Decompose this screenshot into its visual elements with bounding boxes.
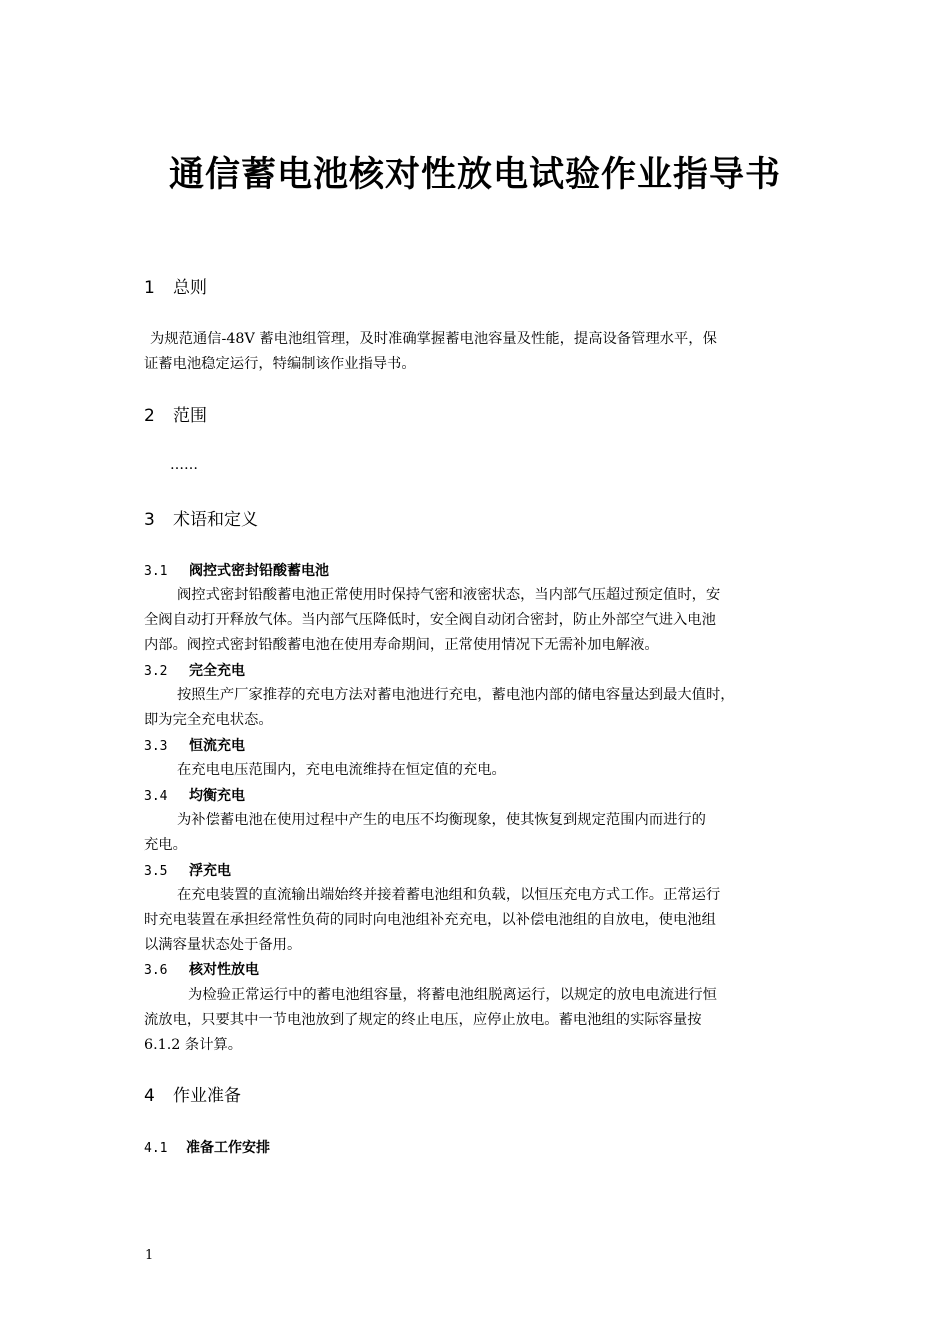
subsection-title: 均衡充电	[189, 788, 245, 804]
subsection-number: 3.6	[144, 963, 168, 978]
paragraph-line: 为规范通信-48V 蓄电池组管理，及时准确掌握蓄电池容量及性能，提高设备管理水平，保	[150, 331, 717, 347]
paragraph-line: 证蓄电池稳定运行，特编制该作业指导书。	[144, 356, 416, 372]
paragraph-line: 全阀自动打开释放气体。当内部气压降低时，安全阀自动闭合密封，防止外部空气进入电池	[144, 612, 716, 628]
section-title: 范围	[173, 406, 207, 426]
subsection-number: 3.4	[144, 789, 168, 804]
subsection-number: 4.1	[144, 1141, 168, 1156]
subsection-3-5-heading	[144, 861, 231, 882]
section-number: 2	[144, 406, 155, 426]
subsection-number: 3.2	[144, 664, 168, 679]
section-2-heading	[144, 404, 207, 428]
subsection-number: 3.3	[144, 739, 168, 754]
subsection-3-4-paragraph	[144, 808, 810, 858]
subsection-title: 阀控式密封铅酸蓄电池	[189, 563, 329, 579]
paragraph-line: 在充电电压范围内，充电电流维持在恒定值的充电。	[177, 762, 506, 778]
document-title: 通信蓄电池核对性放电试验作业指导书	[168, 155, 781, 195]
paragraph-line: 为检验正常运行中的蓄电池组容量，将蓄电池组脱离运行，以规定的放电电流进行恒	[188, 987, 717, 1003]
paragraph-line: 为补偿蓄电池在使用过程中产生的电压不均衡现象，使其恢复到规定范围内而进行的	[177, 812, 706, 828]
subsection-3-4-heading	[144, 786, 245, 807]
paragraph-line: 6.1.2 条计算。	[144, 1037, 243, 1053]
subsection-3-1-heading	[144, 561, 329, 582]
section-title: 总则	[173, 278, 207, 298]
subsection-number: 3.1	[144, 564, 168, 579]
subsection-title: 浮充电	[189, 863, 231, 879]
subsection-3-3-paragraph	[144, 758, 810, 783]
subsection-3-3-heading	[144, 736, 245, 757]
section-title: 术语和定义	[173, 510, 258, 530]
section-3-heading	[144, 508, 258, 532]
section-1-paragraph	[144, 327, 810, 377]
paragraph-line: 内部。阀控式密封铅酸蓄电池在使用寿命期间，正常使用情况下无需补加电解液。	[144, 637, 659, 653]
subsection-title: 完全充电	[189, 663, 245, 679]
paragraph-line: 即为完全充电状态。	[144, 712, 273, 728]
paragraph-line: 阀控式密封铅酸蓄电池正常使用时保持气密和液密状态，当内部气压超过预定值时，安	[177, 587, 721, 603]
subsection-number: 3.5	[144, 864, 168, 879]
subsection-4-1-heading	[144, 1138, 270, 1159]
section-1-heading	[144, 276, 207, 300]
subsection-3-1-paragraph	[144, 583, 810, 658]
subsection-3-2-heading	[144, 661, 245, 682]
section-title: 作业准备	[173, 1086, 241, 1106]
paragraph-line: 流放电，只要其中一节电池放到了规定的终止电压，应停止放电。蓄电池组的实际容量按	[144, 1012, 702, 1028]
paragraph-line: 充电。	[144, 837, 187, 853]
subsection-3-5-paragraph	[144, 883, 810, 958]
section-number: 3	[144, 510, 155, 530]
section-number: 1	[144, 278, 155, 298]
paragraph-line: 按照生产厂家推荐的充电方法对蓄电池进行充电，蓄电池内部的储电容量达到最大值时，	[177, 687, 735, 703]
section-number: 4	[144, 1086, 155, 1106]
paragraph-line: 以满容量状态处于备用。	[144, 937, 302, 953]
section-2-ellipsis: ……	[170, 457, 198, 473]
page-number: 1	[145, 1248, 154, 1263]
subsection-3-2-paragraph	[144, 683, 810, 733]
subsection-3-6-paragraph	[144, 983, 810, 1058]
section-4-heading	[144, 1084, 241, 1108]
subsection-title: 核对性放电	[189, 962, 259, 978]
subsection-3-6-heading	[144, 960, 259, 981]
paragraph-line: 在充电装置的直流输出端始终并接着蓄电池组和负载，以恒压充电方式工作。正常运行	[177, 887, 721, 903]
paragraph-line: 时充电装置在承担经常性负荷的同时向电池组补充充电，以补偿电池组的自放电，使电池组	[144, 912, 716, 928]
subsection-title: 准备工作安排	[186, 1140, 270, 1156]
subsection-title: 恒流充电	[189, 738, 245, 754]
